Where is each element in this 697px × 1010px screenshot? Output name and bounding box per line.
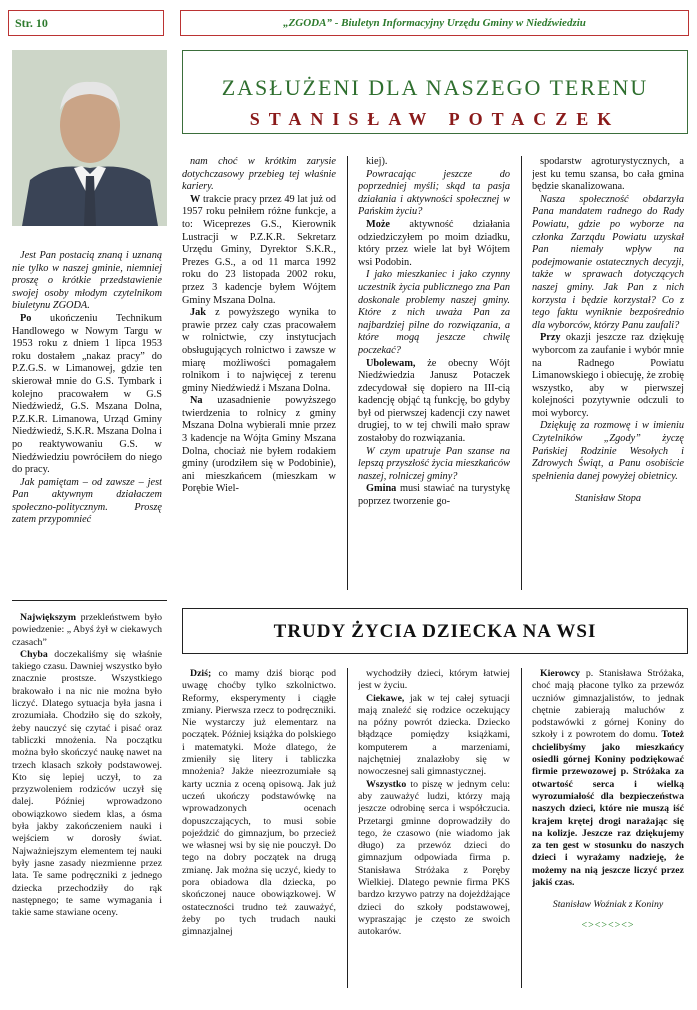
paragraph: I jako mieszkaniec i jako czynny uczestnik życia publicznego zna Pan doskonale problemy naszej gminy. Które z nich uważa Pan za najbardziej pilne do rozwiązania, a które mogą jeszcze chwilę poczekać?	[358, 269, 510, 356]
article1-column-2	[182, 156, 336, 596]
paragraph: Ubolewam, że obecny Wójt Niedźwiedzia Janusz Potaczek zdecydował się dopiero na III-cią kadencję objąć tą funkcję, bo gdyby był od pierwszej kadencji czy nawet drugiej, to w tej chwili mało spraw zostałoby do rozwiązania.	[358, 357, 510, 445]
paragraph: Powracając jeszcze do poprzedniej myśli; skąd ta pasja działania i aktywności społecznej w Pańskim życiu?	[358, 168, 510, 218]
paragraph: spodarstw agroturystycznych, a jest ku temu szansa, bo cała gmina będzie skanalizowana.	[532, 156, 684, 193]
article1-column-3	[358, 156, 510, 596]
paragraph: Przy okazji jeszcze raz dziękuję wyborcom za zaufanie i wybór mnie na Radnego Powiatu Limanowskiego i obiecuję, że zrobię wszystko, aby w pierwszej kolejności pozytywnie odczuli to moi wyborcy.	[532, 332, 684, 419]
paragraph: Dziękuję za rozmowę i w imieniu Czytelników „Zgody” życzę Pańskiej Rodzinie Wesołych i Zdrowych Świąt, a Panu osobiście spełnienia danej powyżej obietnicy.	[532, 420, 684, 482]
paragraph: Wszystko to piszę w jednym celu: aby zauważyć ludzi, którzy mają jeszcze odrobinę serca i współczucia. Przetargi gminne doprowadziły do tego, że czasowo (nie wiadomo jak długo) za przewóz dzieci do gimnazjum odpowiada firma p. Stanisława Stróżaka z Poręby Wielkiej. Dlatego pewnie firma PKS bardzo krzywo patrzy na dojeżdżające dzieci do szkoły podstawowej, wypraszając je często ze swoich autokarów.	[358, 778, 510, 938]
article1-column-1	[12, 250, 162, 594]
page-number: Str. 10	[8, 10, 164, 36]
article2-title-box	[182, 608, 688, 654]
article-title-box	[182, 50, 688, 134]
paragraph: Chyba doczekaliśmy się właśnie takiego czasu. Dawniej wszystko było znacznie prostsze. Wszystkiego brakowało i na nic nie można było liczyć. Dlatego sytuacja była jasna i zrozumiała. Chodziło się do szkoły, żeby nauczyć się czytać i pisać oraz tabliczki mnożenia. Na początku można było skończyć naukę nawet na trzech klasach szkoły podstawowej. Kto się lepiej uczył, to za przyzwoleniem rodziców uczył się dalej. Później wprowadzono obowiązkowo siedem klas, a ósma była jakby zakończeniem nauki i wejściem w dorosły świat. Najważniejszym elementem tej nauki były jasne zasady niezmienne przez lata. Te same podręczniki z jednego dziecka przechodziły do rąk następnego; te same wymagania i takie same stawiane oceny.	[12, 648, 162, 919]
paragraph: wychodziły dzieci, którym łatwiej jest w życiu.	[358, 668, 510, 692]
article2-column-3	[358, 668, 510, 992]
paragraph: Dziś; co mamy dziś biorąc pod uwagę choćby tylko szkolnictwo. Reformy, eksperymenty i ciągłe zmiany. Pierwsza rzecz to podręczniki. Nie wystarczy już elementarz na początek. Później książka do polskiego i matematyki. Może dlatego, że zmieniły się litery i tabliczka mnożenia? Jakże nieezrozumiałe są karty ucznia z oceną opisową. Jak już uczeń ukończy podstawówkę na wprowadzonych ocenach dopuszczających, to musi sobie pojeździć do gimnazjum, bo przecież we własnej wsi by się nie pouczył. Do tego na dobry początek na drugą zmianę. Jak można się uczyć, kiedy to pora obiadowa dla dziecka, po skończonej nauce obowiązkowej. W ostateczności trudno też zauważyć, żeby po tych trudach nauki gimnazjalnej	[182, 668, 336, 938]
ornament: <><><><>	[581, 919, 635, 931]
article2-column-2	[182, 668, 336, 992]
paragraph: Gmina musi stawiać na turystykę poprzez tworzenie go-	[358, 483, 510, 508]
article2-column-1	[12, 612, 162, 992]
paragraph: Jak z powyższego wynika to prawie przez cały czas pracowałem w rolnictwie, czy instytucjach obsługujących rolnictwo i zawsze w miarę możliwości pomagałem rolnikom i to najwięcej z terenu gminy Niedźwiedź i Mszana Dolna.	[182, 307, 336, 394]
paragraph: W czym upatruje Pan szanse na lepszą przyszłość życia mieszkańców naszej, rolniczej gminy?	[358, 445, 510, 482]
paragraph: nam choć w krótkim zarysie dotychczasowy przebieg tej właśnie kariery.	[182, 156, 336, 193]
paragraph: Jest Pan postacią znaną i uznaną nie tylko w naszej gminie, niemniej proszę o krótkie przedstawienie swojej osoby młodym czytelnikom biuletynu ZGODA.	[12, 250, 162, 312]
article-subtitle: STANISŁAW POTACZEK	[249, 109, 621, 129]
paragraph: Po ukończeniu Technikum Handlowego w Nowym Targu w 1953 roku z dniem 1 lipca 1953 roku dostałem „nakaz pracy” do P.Z.G.S. w Limanowej, gdzie ten skierował mnie do G.S. Tymbark i kolejno pracowałem w G.S Niedźwiedź, G.S. Mszana Dolna, P.Z.K.R. Limanowa, Urząd Gminy Niedźwiedź, S.K.R. Mszana Dolna i po reaktywowaniu G.S. w Niedźwiedziu powróciłem do niego do pracy.	[12, 312, 162, 476]
paragraph: Na uzasadnienie powyższego twierdzenia to rolnicy z gminy Mszana Dolna wybierali mnie przez 3 kadencje na Wójta Gminy Mszana Dolna, chociaż nie byłem rodakiem gminy (urodziłem się w Podobinie), ani mieszkańcem (mieszkam w Porębie Wiel-	[182, 395, 336, 495]
section-divider	[12, 600, 167, 601]
portrait-photo	[12, 50, 167, 226]
column-divider	[347, 668, 348, 988]
paragraph: Nasza społeczność obdarzyła Pana mandatem radnego do Rady Powiatu, gdzie po wyborze na członka Zarządu Powiatu uzyskał Pan niemały wpływ na podejmowanie ostatecznych decyzji, także w sprawach dotyczących naszej gminy. Jak Pan z nich korzysta i będzie korzystał? Co z tego faktu wyniknie bezpośrednio dla wyborców, którzy Panu zaufali?	[532, 193, 684, 331]
author-signature: Stanisław Stopa	[574, 493, 642, 505]
column-divider	[521, 156, 522, 590]
paragraph: Kierowcy p. Stanisława Stróżaka, choć mają płacone tylko za przewóz uczniów gimnazjalistów, to jednak chętnie zabierają maluchów z podstawówki z górnej Koniny do szkoły i z powrotem do domu. Toteż chcielibyśmy jako mieszkańcy osiedli górnej Koniny podziękować firmie przewozowej p. Stróżaka za otwartość serca i wielką wyrozumiałość dla bezpieczeństwa naszych dzieci, które nie muszą iść krajem krętej drogi narażając się na kolizje. Jeszcze raz dziękujemy za ten gest w stosunku do naszych dzieci i wyrażamy nadzieję, że możemy na nią jeszcze liczyć przez jakiś czas.	[532, 668, 684, 889]
paragraph: Ciekawe, jak w tej całej sytuacji mają znaleźć się rodzice oczekujący na późny powrót dziecka. Dziecko błądzące pomiędzy książkami, komputerem a marzeniami, najchętniej znalazłoby się w nowoczesnej sali gimnastycznej.	[358, 692, 510, 778]
paragraph: Może aktywność działania odziedziczyłem po moim dziadku, który przez wiele lat był Wójtem wsi Podobin.	[358, 218, 510, 268]
article1-column-4	[532, 156, 684, 596]
bulletin-header: „ZGODA” - Biuletyn Informacyjny Urzędu Gminy w Niedźwiedziu	[180, 10, 689, 36]
author-signature: Stanisław Woźniak z Koniny	[552, 899, 664, 911]
article2-title: TRUDY ŻYCIA DZIECKA NA WSI	[273, 621, 597, 642]
paragraph: W trakcie pracy przez 49 lat już od 1957 roku pełniłem różne funkcje, a to: Wiceprezes G.S., Kierownik Lustracji w P.Z.K.R. Sekretarz Urzędu Gminy, Dyrektor S.K.R., Prezes G.S., a od 11 marca 1992 roku do 23 listopada 2002 roku, przez 3 kadencje byłem Wójtem Gminy Mszana Dolna.	[182, 193, 336, 306]
paragraph: Jak pamiętam – od zawsze – jest Pan aktywnym działaczem społeczno-politycznym. Proszę zatem przypomnieć	[12, 476, 162, 526]
column-divider	[347, 156, 348, 590]
article2-column-4	[532, 668, 684, 992]
column-divider	[521, 668, 522, 988]
paragraph: kiej).	[366, 156, 388, 167]
article-title: ZASŁUŻENI DLA NASZEGO TERENU	[221, 75, 649, 100]
paragraph: Największym przekleństwem było powiedzenie: „ Abyś żył w ciekawych czasach”	[12, 612, 162, 648]
